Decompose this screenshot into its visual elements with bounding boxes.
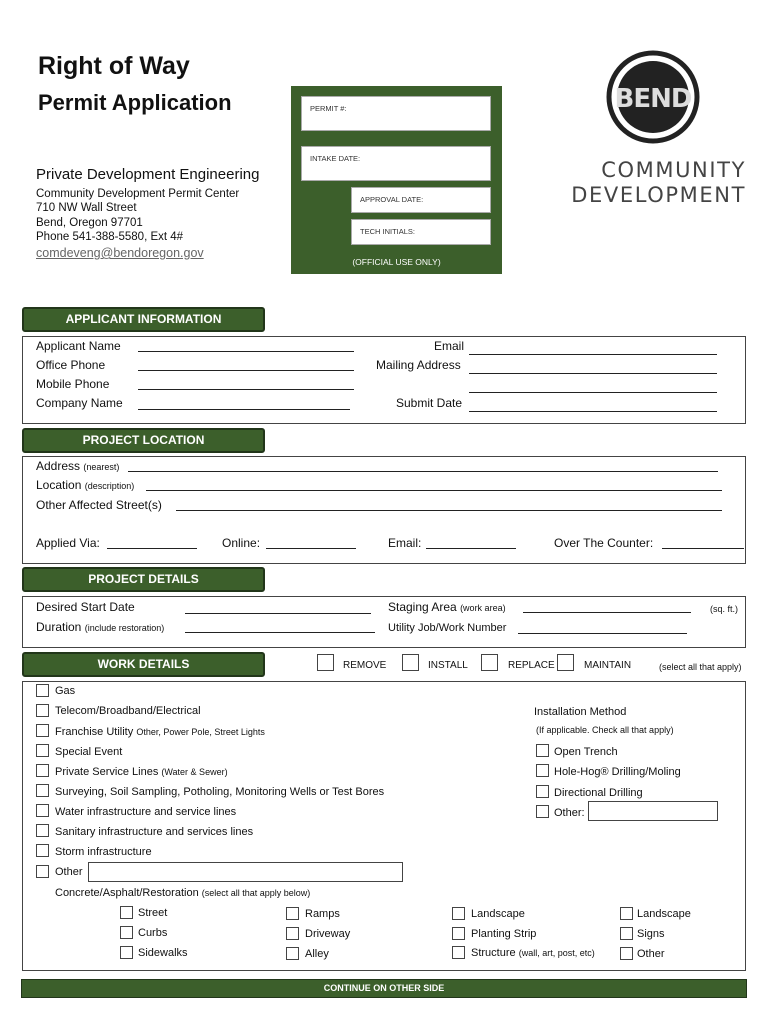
utility-job-label: Utility Job/Work Number [388,622,507,634]
mobile-phone-field[interactable] [138,389,354,390]
department-name: Private Development Engineering [36,166,260,183]
private-service-checkbox[interactable] [36,764,49,777]
staging-area-label: Staging Area (work area) [388,600,506,614]
bend-logo [606,50,700,144]
ramps-checkbox[interactable] [286,907,299,920]
contact-email-link[interactable]: comdeveng@bendoregon.gov [36,246,204,260]
details-header: PROJECT DETAILS [22,567,265,592]
replace-label: REPLACE [508,660,555,671]
counter-field[interactable] [662,548,744,549]
other-input[interactable] [88,862,403,882]
method-other-checkbox[interactable] [536,805,549,818]
sidewalks-checkbox[interactable] [120,946,133,959]
applied-via-field[interactable] [107,548,197,549]
sidewalks-label: Sidewalks [138,947,188,959]
applicant-name-label: Applicant Name [36,339,121,353]
applicant-header: APPLICANT INFORMATION [22,307,265,332]
private-service-label: Private Service Lines (Water & Sewer) [55,766,228,778]
location-label: Location (description) [36,478,135,492]
online-field[interactable] [266,548,356,549]
other-streets-label: Other Affected Street(s) [36,498,162,512]
directional-drilling-checkbox[interactable] [536,785,549,798]
curbs-label: Curbs [138,927,168,939]
permit-number-field[interactable]: PERMIT #: [301,96,491,131]
duration-label: Duration (include restoration) [36,620,165,634]
approval-date-field[interactable]: APPROVAL DATE: [351,187,491,213]
surveying-label: Surveying, Soil Sampling, Potholing, Monitoring Wells or Test Bores [55,786,385,798]
curbs-checkbox[interactable] [120,926,133,939]
other-label: Other [55,866,83,878]
mailing-address-field[interactable] [469,373,717,374]
page-subtitle: Permit Application [38,90,232,115]
remove-checkbox[interactable] [317,654,334,671]
other-checkbox[interactable] [36,865,49,878]
alley-label: Alley [305,948,329,960]
other-streets-field[interactable] [176,510,722,511]
franchise-label: Franchise Utility Other, Power Pole, Street Lights [55,726,265,738]
official-use-note: (OFFICIAL USE ONLY) [352,257,441,267]
landscape-2-label: Landscape [637,908,691,920]
restoration-other-checkbox[interactable] [620,947,633,960]
surveying-checkbox[interactable] [36,784,49,797]
gas-checkbox[interactable] [36,684,49,697]
ramps-label: Ramps [305,908,340,920]
mailing-address-field-2[interactable] [469,392,717,393]
address-block [36,187,239,244]
telecom-checkbox[interactable] [36,704,49,717]
structure-checkbox[interactable] [452,946,465,959]
landscape-2-checkbox[interactable] [620,907,633,920]
water-checkbox[interactable] [36,804,49,817]
continue-footer: CONTINUE ON OTHER SIDE [21,979,747,998]
submit-date-label: Submit Date [396,396,463,410]
street-label: Street [138,907,168,919]
storm-checkbox[interactable] [36,844,49,857]
start-date-label: Desired Start Date [36,600,135,614]
via-email-label: Email: [388,536,422,550]
location-field[interactable] [146,490,722,491]
address-line: Bend, Oregon 97701 [36,216,143,229]
sanitary-label: Sanitary infrastructure and services lines [55,826,254,838]
mailing-address-label: Mailing Address [376,358,461,372]
install-method-label: Installation Method [534,706,627,718]
email-field[interactable] [469,354,717,355]
planting-strip-checkbox[interactable] [452,927,465,940]
duration-field[interactable] [185,632,375,633]
driveway-label: Driveway [305,928,351,940]
alley-checkbox[interactable] [286,947,299,960]
landscape-label: Landscape [471,908,525,920]
water-label: Water infrastructure and service lines [55,806,237,818]
counter-label: Over The Counter: [554,536,654,550]
install-checkbox[interactable] [402,654,419,671]
special-event-checkbox[interactable] [36,744,49,757]
install-label: INSTALL [428,660,468,671]
franchise-checkbox[interactable] [36,724,49,737]
directional-drilling-label: Directional Drilling [554,787,643,799]
address-line: Community Development Permit Center [36,188,240,200]
method-other-input[interactable] [588,801,718,821]
maintain-label: MAINTAIN [584,660,632,671]
logo-community: COMMUNITY [601,158,746,182]
gas-label: Gas [55,685,76,697]
signs-label: Signs [637,928,665,940]
intake-date-field[interactable]: INTAKE DATE: [301,146,491,181]
start-date-field[interactable] [185,613,371,614]
driveway-checkbox[interactable] [286,927,299,940]
via-email-field[interactable] [426,548,516,549]
sanitary-checkbox[interactable] [36,824,49,837]
install-method-note: (If applicable. Check all that apply) [536,725,674,735]
restoration-other-label: Other [637,948,665,960]
telecom-label: Telecom/Broadband/Electrical [55,705,201,717]
remove-label: REMOVE [343,660,387,671]
street-checkbox[interactable] [120,906,133,919]
address-line: Phone 541-388-5580, Ext 4# [36,230,184,243]
open-trench-label: Open Trench [554,746,618,758]
page-title: Right of Way [38,52,190,80]
landscape-checkbox[interactable] [452,907,465,920]
sqft-label: (sq. ft.) [710,604,739,614]
tech-initials-field[interactable]: TECH INITIALS: [351,219,491,245]
svg-text:BEND: BEND [614,84,692,114]
address-line: 710 NW Wall Street [36,202,137,215]
staging-area-field[interactable] [523,612,691,613]
utility-job-field[interactable] [518,633,687,634]
planting-strip-label: Planting Strip [471,928,537,940]
official-use-box [291,86,502,274]
select-all-note: (select all that apply) [659,662,742,672]
company-name-label: Company Name [36,396,123,410]
online-label: Online: [222,536,261,550]
maintain-checkbox[interactable] [557,654,574,671]
method-other-label: Other: [554,807,585,819]
signs-checkbox[interactable] [620,927,633,940]
office-phone-label: Office Phone [36,358,106,372]
address-label: Address (nearest) [36,459,120,473]
submit-date-field[interactable] [469,411,717,412]
structure-label: Structure (wall, art, post, etc) [471,947,595,959]
location-header: PROJECT LOCATION [22,428,265,453]
company-name-field[interactable] [138,409,350,410]
hole-hog-label: Hole-Hog® Drilling/Moling [554,766,681,778]
office-phone-field[interactable] [138,370,354,371]
applied-via-label: Applied Via: [36,536,100,550]
concrete-label: Concrete/Asphalt/Restoration (select all that apply below) [55,887,311,899]
storm-label: Storm infrastructure [55,846,152,858]
hole-hog-checkbox[interactable] [536,764,549,777]
mobile-phone-label: Mobile Phone [36,377,110,391]
email-label: Email [434,339,465,353]
address-field[interactable] [128,471,718,472]
open-trench-checkbox[interactable] [536,744,549,757]
special-event-label: Special Event [55,746,123,758]
logo-development: DEVELOPMENT [571,183,746,207]
replace-checkbox[interactable] [481,654,498,671]
work-header: WORK DETAILS [22,652,265,677]
applicant-name-field[interactable] [138,351,354,352]
